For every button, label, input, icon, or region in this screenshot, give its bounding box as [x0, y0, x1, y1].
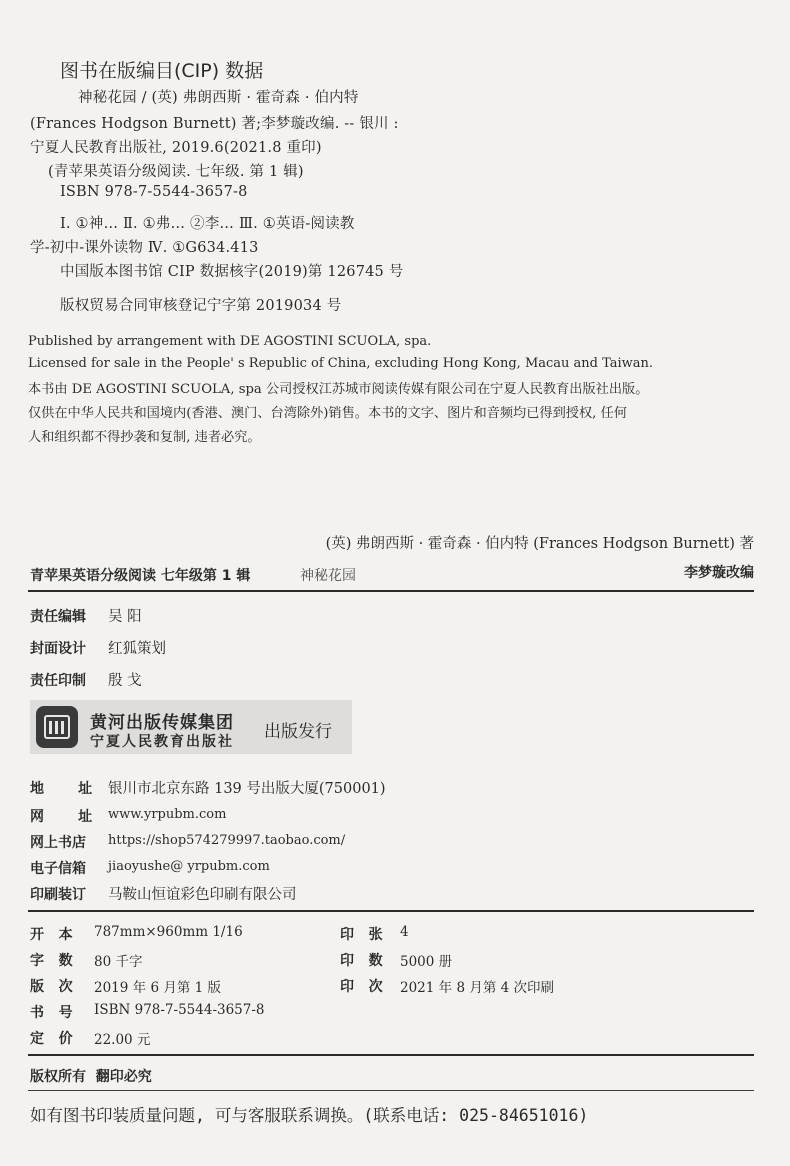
rights-notice: 版权所有 翻印必究 [30, 1069, 152, 1085]
spec-value-edition: 2019 年 6 月第 1 版 [94, 980, 221, 996]
divider [28, 1090, 754, 1091]
cip-series-line: (青苹果英语分级阅读. 七年级. 第 1 辑) [48, 164, 304, 180]
license-line-2: Licensed for sale in the People' s Republic of China, excluding Hong Kong, Macau and Taiwan. [28, 356, 654, 371]
spec-label-printrun: 印 数 [340, 953, 383, 969]
divider [28, 910, 754, 912]
online-shop-link[interactable]: https://shop574279997.taobao.com/ [108, 833, 346, 848]
divider [28, 1054, 754, 1056]
email-link[interactable]: jiaoyushe@ yrpubm.com [108, 859, 270, 874]
staff-label-printing: 责任印制 [30, 673, 86, 689]
cip-number: 中国版本图书馆 CIP 数据核字(2019)第 126745 号 [60, 264, 404, 280]
staff-value-editor: 吴 阳 [108, 609, 142, 625]
staff-value-printing: 殷 戈 [108, 673, 142, 689]
publisher-role: 出版发行 [264, 722, 332, 742]
license-line-5: 人和组织都不得抄袭和复制, 违者必究。 [28, 430, 261, 445]
cip-classification-1: Ⅰ. ①神… Ⅱ. ①弗… ②李… Ⅲ. ①英语-阅读教 [60, 216, 355, 232]
spec-label-printing: 印 次 [340, 979, 383, 995]
publisher-group: 黄河出版传媒集团 [90, 713, 234, 733]
license-line-4: 仅供在中华人民共和国境内(香港、澳门、台湾除外)销售。本书的文字、图片和音频均已得到授权, 任何 [28, 406, 627, 421]
cip-isbn: ISBN 978-7-5544-3657-8 [60, 184, 248, 200]
staff-label-editor: 责任编辑 [30, 609, 86, 625]
book-title: 神秘花园 [300, 568, 356, 584]
contact-value-address: 银川市北京东路 139 号出版大厦(750001) [108, 781, 386, 797]
spec-label-isbn: 书 号 [30, 1005, 73, 1021]
spec-value-price: 22.00 元 [94, 1032, 151, 1048]
book-adapter: 李梦璇改编 [684, 565, 754, 581]
cip-title: 图书在版编目(CIP) 数据 [60, 60, 264, 82]
license-line-3: 本书由 DE AGOSTINI SCUOLA, spa 公司授权江苏城市阅读传媒有限公司在宁夏人民教育出版社出版。 [28, 382, 649, 397]
contact-label-website: 网 址 [30, 809, 93, 825]
publisher-house: 宁夏人民教育出版社 [90, 734, 234, 750]
spec-label-price: 定 价 [30, 1031, 73, 1047]
contact-label-shop: 网上书店 [30, 835, 86, 851]
contact-label-address: 地 址 [30, 781, 93, 797]
publisher-banner [30, 700, 352, 754]
contact-label-email: 电子信箱 [30, 861, 86, 877]
license-line-1: Published by arrangement with DE AGOSTINI SCUOLA, spa. [28, 334, 432, 349]
website-link[interactable]: www.yrpubm.com [108, 807, 227, 822]
spec-label-edition: 版 次 [30, 979, 73, 995]
spec-value-format: 787mm×960mm 1/16 [94, 924, 243, 940]
service-notice: 如有图书印装质量问题, 可与客服联系调换。(联系电话: 025-84651016) [30, 1106, 589, 1125]
spec-label-sheets: 印 张 [340, 927, 383, 943]
spec-value-printing: 2021 年 8 月第 4 次印刷 [400, 980, 554, 996]
book-series: 青苹果英语分级阅读 七年级第 1 辑 [30, 568, 251, 584]
staff-value-cover: 红狐策划 [108, 641, 166, 657]
spec-value-wordcount: 80 千字 [94, 954, 143, 970]
cip-classification-2: 学-初中-课外读物 Ⅳ. ①G634.413 [30, 240, 259, 256]
spec-label-format: 开 本 [30, 927, 73, 943]
cip-title-line: 神秘花园 / (英) 弗朗西斯 · 霍奇森 · 伯内特 [78, 90, 359, 106]
book-author: (英) 弗朗西斯 · 霍奇森 · 伯内特 (Frances Hodgson Burnett) 著 [325, 536, 754, 552]
staff-label-cover: 封面设计 [30, 641, 86, 657]
copyright-contract-number: 版权贸易合同审核登记宁字第 2019034 号 [60, 298, 342, 314]
divider [28, 590, 754, 592]
contact-value-printer: 马鞍山恒谊彩色印刷有限公司 [108, 887, 297, 903]
spec-value-printrun: 5000 册 [400, 954, 453, 970]
cip-author-line: (Frances Hodgson Burnett) 著;李梦璇改编. -- 银川 : [30, 116, 399, 132]
publisher-logo-icon [36, 706, 78, 748]
spec-label-wordcount: 字 数 [30, 953, 73, 969]
spec-value-sheets: 4 [400, 924, 409, 940]
spec-value-isbn: ISBN 978-7-5544-3657-8 [94, 1002, 265, 1018]
cip-publisher-line: 宁夏人民教育出版社, 2019.6(2021.8 重印) [30, 140, 322, 156]
contact-label-printer: 印刷装订 [30, 887, 86, 903]
